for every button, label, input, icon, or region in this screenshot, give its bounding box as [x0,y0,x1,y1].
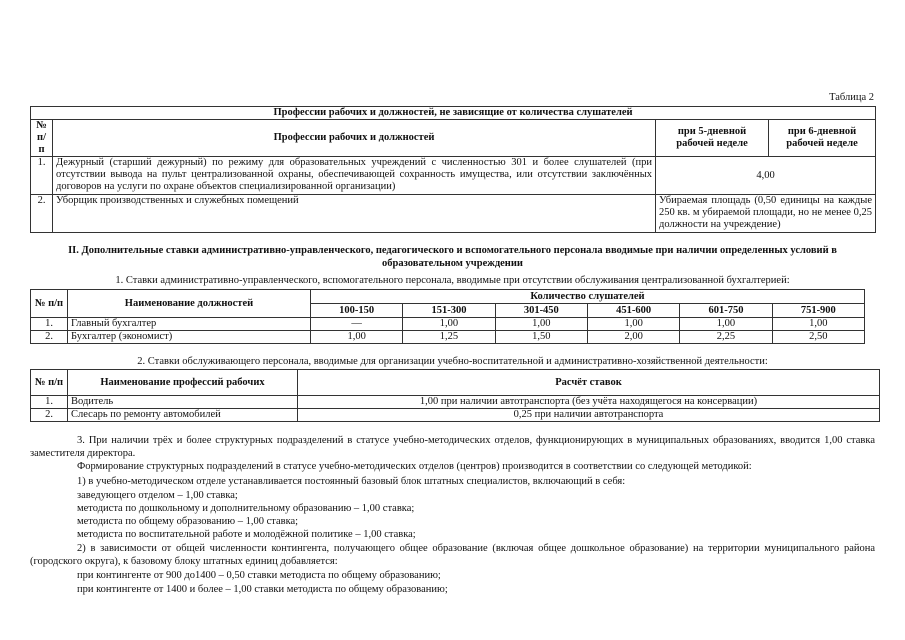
row-calc: 0,25 при наличии автотранспорта [298,409,880,422]
col-6day-header: при 6-дневной рабочей неделе [769,120,876,157]
col-name-header: Профессии рабочих и должностей [53,120,656,157]
list-item: при контингенте от 1400 и более – 1,00 ставки методиста по общему образованию; [77,584,448,595]
row-name: Водитель [68,396,298,409]
range-header: 751-900 [772,304,864,318]
row-num: 2. [31,195,53,233]
col-5day-header: при 5-дневной рабочей неделе [656,120,769,157]
range-header: 100-150 [311,304,403,318]
list-item: заведующего отделом – 1,00 ставка; [77,490,238,501]
range-header: 301-450 [495,304,587,318]
col-num-header: № п/п [31,120,53,157]
table-caption: Профессии рабочих и должностей, не зависящие от количества слушателей [31,107,876,120]
cell: 1,25 [403,331,495,344]
row-calc: 1,00 при наличии автотранспорта (без учёта находящегося на консервации) [298,396,880,409]
section-item-1: 1. Ставки административно-управленческого, вспомогательного персонала, вводимые при отсутствии обслуживания централизованной бухгалтерией: [115,275,790,286]
row-num: 1. [31,396,68,409]
row-name: Уборщик производственных и служебных помещений [53,195,656,233]
table-row [31,396,880,409]
table-row [31,318,865,331]
section-item-2: 2. Ставки обслуживающего персонала, вводимые для организации учебно-воспитательной и административно-хозяйственной деятельности: [137,356,768,367]
cell: 1,50 [495,331,587,344]
cell: 1,00 [495,318,587,331]
cell: — [311,318,403,331]
table-label: Таблица 2 [829,92,874,103]
list-item: при контингенте от 900 до1400 – 0,50 ставки методиста по общему образованию; [77,570,441,581]
table-row [31,195,876,233]
row-num: 1. [31,157,53,195]
paragraph-1: 1) в учебно-методическом отделе устанавливается постоянный базовый блок штатных специалистов, включающий в себя: [77,476,626,487]
cell: 1,00 [772,318,864,331]
list-item: методиста по воспитательной работе и молодёжной политике – 1,00 ставка; [77,529,416,540]
table-row [31,157,876,195]
range-header: 601-750 [680,304,772,318]
range-header: 151-300 [403,304,495,318]
list-item: методиста по общему образованию – 1,00 ставка; [77,516,299,527]
cell: 1,00 [587,318,679,331]
table-service [30,369,880,422]
row-name: Бухгалтер (экономист) [68,331,311,344]
row-name: Слесарь по ремонту автомобилей [68,409,298,422]
cell: 2,50 [772,331,864,344]
paragraph-method: Формирование структурных подразделений в статусе учебно-методических отделов (центров) производится в соответствии со следующей методикой: [77,461,752,472]
col-name-header: Наименование профессий рабочих [68,370,298,396]
table-row [31,331,865,344]
row-value: Убираемая площадь (0,50 единицы на каждые 250 кв. м убираемой площади, но не менее 0,25 должности на учреждение) [656,195,876,233]
cell: 1,00 [311,331,403,344]
col-calc-header: Расчёт ставок [298,370,880,396]
cell: 2,00 [587,331,679,344]
col-num-header: № п/п [31,370,68,396]
col-group-header: Количество слушателей [311,290,865,304]
row-num: 2. [31,409,68,422]
col-num-header: № п/п [31,290,68,318]
table-row [31,409,880,422]
list-item: методиста по дошкольному и дополнительному образованию – 1,00 ставка; [77,503,415,514]
col-name-header: Наименование должностей [68,290,311,318]
row-num: 1. [31,318,68,331]
row-name: Главный бухгалтер [68,318,311,331]
row-num: 2. [31,331,68,344]
paragraph-2: 2) в зависимости от общей численности контингента, получающего общее образование (включая общее дошкольное образование) на территории муниципального района (городского округа), к базовому блоку штатных единиц добавляется: [30,543,875,567]
row-value: 4,00 [656,157,876,195]
paragraph-3: 3. При наличии трёх и более структурных подразделений в статусе учебно-методических отделов, функционирующих в муниципальных образованиях, вводится 1,00 ставка заместителя директора. [30,435,875,459]
cell: 2,25 [680,331,772,344]
table-accounting [30,289,865,344]
table-professions [30,106,876,233]
row-name: Дежурный (старший дежурный) по режиму для образовательных учреждений с численностью 301 и более слушателей (при отсутствии вывода на пульт централизованной охраны, обеспечивающей сохранность имущества, или отсутствии заключённых договоров на услуги по охране объектов специализированной организации) [53,157,656,195]
range-header: 451-600 [587,304,679,318]
section-title: II. Дополнительные ставки административно-управленческого, педагогического и вспомогательного персонала вводимые при наличии определенных условий в образовательном учреждении [68,245,837,269]
cell: 1,00 [680,318,772,331]
cell: 1,00 [403,318,495,331]
